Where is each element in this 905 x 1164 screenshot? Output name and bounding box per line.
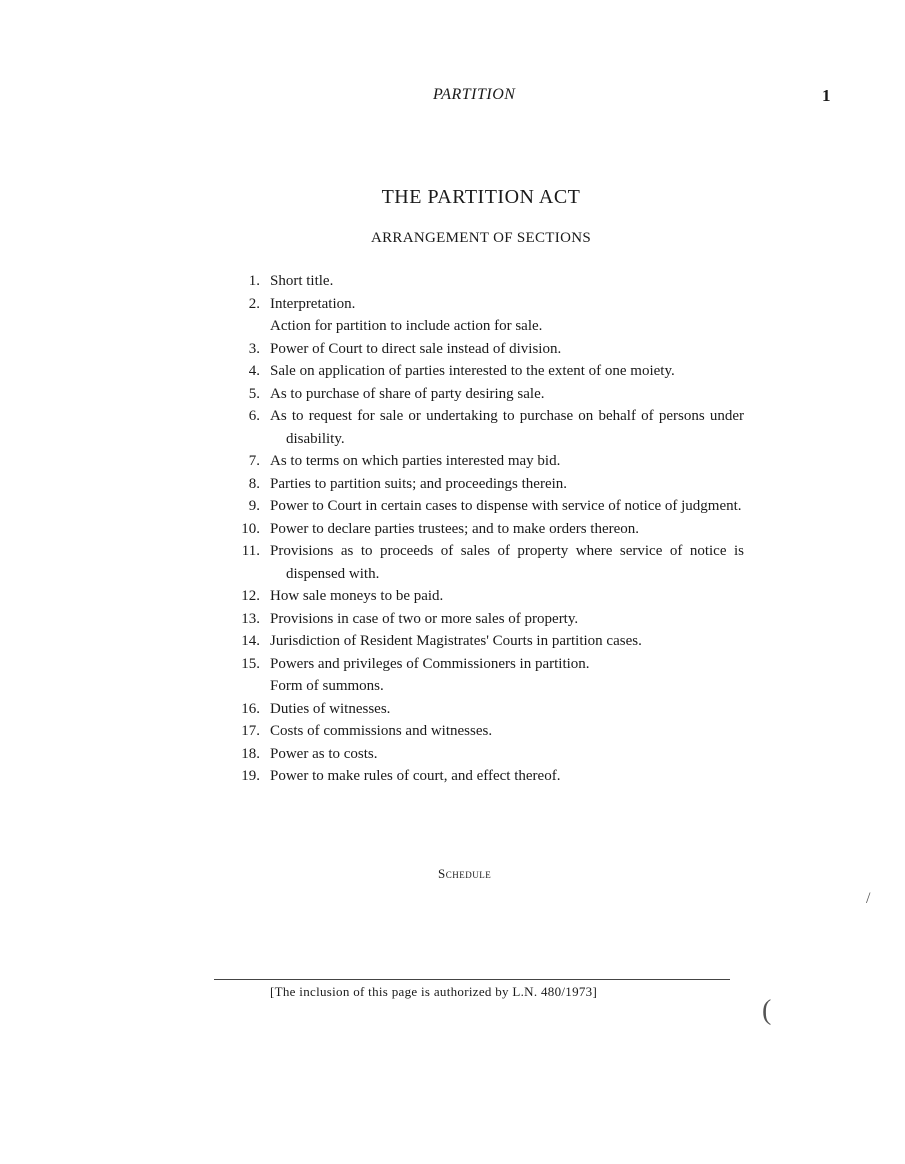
section-entry xyxy=(224,698,744,721)
section-entry xyxy=(224,338,744,361)
section-entry xyxy=(224,653,744,676)
section-text: Sale on application of parties interested to the extent of one moiety. xyxy=(270,363,675,379)
section-number: 2. xyxy=(248,295,260,312)
section-text: Form of summons. xyxy=(270,678,384,694)
section-entry xyxy=(224,765,744,788)
section-entry xyxy=(224,473,744,496)
scan-speck-mark: / xyxy=(866,890,871,907)
section-entry xyxy=(224,293,744,316)
section-entry xyxy=(224,270,744,293)
section-number: 6. xyxy=(248,408,260,424)
section-entry xyxy=(224,495,744,518)
section-entry xyxy=(224,608,744,631)
section-text: Power of Court to direct sale instead of division. xyxy=(270,340,562,357)
section-entry xyxy=(224,720,744,743)
section-text: Provisions in case of two or more sales of property. xyxy=(270,610,579,627)
section-text: Parties to partition suits; and proceedings therein. xyxy=(270,475,568,492)
section-text: Duties of witnesses. xyxy=(270,700,391,717)
section-text: Power to Court in certain cases to dispense with service of notice of judgment. xyxy=(270,498,742,514)
section-entry xyxy=(224,315,744,338)
scan-curve-mark: ( xyxy=(762,995,772,1026)
section-text: Provisions as to proceeds of sales of property where service of notice is dispensed with. xyxy=(270,543,744,582)
section-number: 5. xyxy=(248,385,260,402)
section-number: 4. xyxy=(248,363,260,379)
arrangement-heading: ARRANGEMENT OF SECTIONS xyxy=(371,230,591,246)
section-number: 17. xyxy=(241,723,260,739)
section-number: 12. xyxy=(241,588,260,604)
section-number: 7. xyxy=(248,453,260,469)
section-text: Power to make rules of court, and effect thereof. xyxy=(270,768,561,784)
section-text: Costs of commissions and witnesses. xyxy=(270,723,493,739)
footer-note: [The inclusion of this page is authorized by L.N. 480/1973] xyxy=(270,984,598,999)
section-text: Action for partition to include action for sale. xyxy=(270,318,543,334)
section-text: How sale moneys to be paid. xyxy=(270,588,444,604)
section-entry xyxy=(224,450,744,473)
schedule-label: Schedule xyxy=(438,866,492,881)
section-text: Power to declare parties trustees; and to make orders thereon. xyxy=(270,520,640,537)
section-number: 18. xyxy=(241,745,260,762)
section-entry xyxy=(224,518,744,541)
section-entry xyxy=(224,383,744,406)
section-number: 9. xyxy=(248,498,260,514)
section-number: 1. xyxy=(248,273,260,289)
section-entry xyxy=(224,630,744,653)
section-text: Short title. xyxy=(270,273,334,289)
section-number: 14. xyxy=(241,633,260,649)
section-number: 3. xyxy=(248,340,260,357)
section-number: 13. xyxy=(241,610,260,627)
section-entry xyxy=(224,675,744,698)
footer-rule xyxy=(214,979,730,980)
section-text: Jurisdiction of Resident Magistrates' Courts in partition cases. xyxy=(270,633,642,649)
section-number: 15. xyxy=(241,655,260,672)
page-number: 1 xyxy=(822,86,831,105)
act-title: THE PARTITION ACT xyxy=(381,186,581,208)
section-number: 11. xyxy=(241,543,260,559)
section-entry xyxy=(224,743,744,766)
section-number: 8. xyxy=(248,475,260,492)
section-number: 19. xyxy=(241,768,260,784)
section-text: As to terms on which parties interested may bid. xyxy=(270,453,561,469)
running-header xyxy=(0,86,905,108)
sections-list xyxy=(224,270,744,788)
section-text: Powers and privileges of Commissioners in partition. xyxy=(270,655,590,672)
section-entry xyxy=(224,540,744,585)
section-entry xyxy=(224,360,744,383)
running-title: PARTITION xyxy=(433,86,516,103)
section-text: Interpretation. xyxy=(270,295,356,312)
section-text: As to request for sale or undertaking to purchase on behalf of persons under disability. xyxy=(270,408,744,447)
section-entry xyxy=(224,585,744,608)
section-text: Power as to costs. xyxy=(270,745,378,762)
section-entry xyxy=(224,405,744,450)
section-number: 16. xyxy=(241,700,260,717)
section-text: As to purchase of share of party desiring sale. xyxy=(270,385,545,402)
section-number: 10. xyxy=(241,520,260,537)
